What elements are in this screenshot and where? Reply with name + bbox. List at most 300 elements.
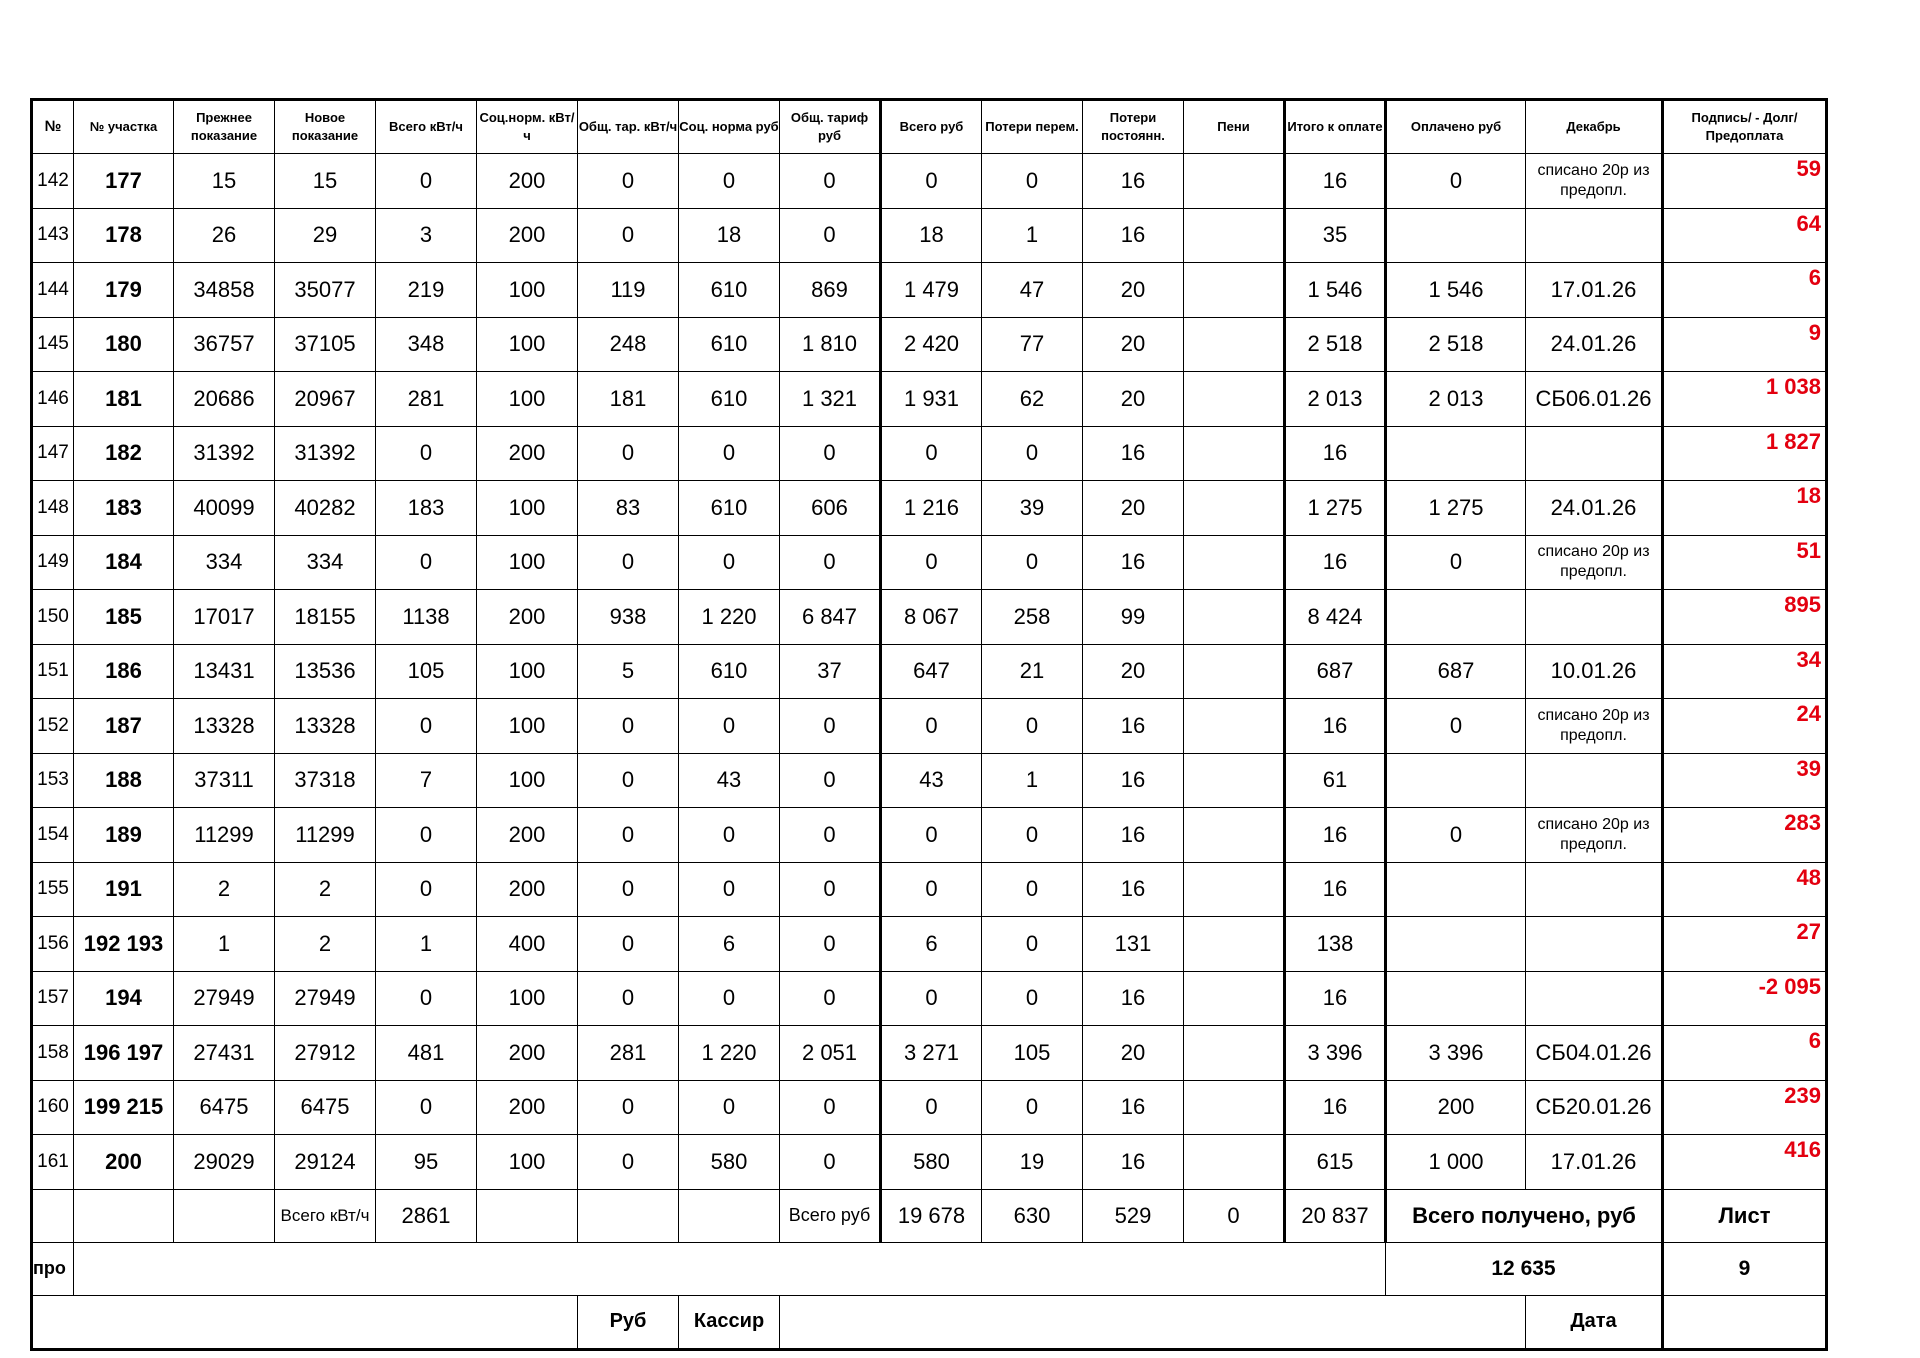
cell-gen-tariff-kwh: 0 <box>578 535 679 590</box>
cell-plot-number: 192 193 <box>74 917 174 972</box>
cell-plot-number: 177 <box>74 154 174 209</box>
cell-row-number: 153 <box>32 753 74 808</box>
cell-payment-note: СБ04.01.26 <box>1526 1026 1663 1081</box>
cell-row-number: 149 <box>32 535 74 590</box>
cell-to-pay: 16 <box>1285 971 1386 1026</box>
cell-gen-tariff-kwh: 0 <box>578 208 679 263</box>
cell-loss-variable: 1 <box>982 753 1083 808</box>
cell-plot-number: 199 215 <box>74 1080 174 1135</box>
cell-to-pay: 61 <box>1285 753 1386 808</box>
cell-total-kwh: 95 <box>376 1135 477 1190</box>
cell-payment-note: 10.01.26 <box>1526 644 1663 699</box>
cell-loss-variable: 0 <box>982 154 1083 209</box>
header-new-reading: Новое показание <box>275 100 376 154</box>
billing-table <box>30 98 1828 1351</box>
cell-payment-note: списано 20р из предопл. <box>1526 808 1663 863</box>
cell-soc-norm-kwh: 200 <box>477 590 578 645</box>
cell-penalty <box>1184 699 1285 754</box>
cell-soc-norm-kwh: 200 <box>477 208 578 263</box>
table-row <box>32 1026 1827 1081</box>
cell-penalty <box>1184 1026 1285 1081</box>
cell-soc-norm-kwh: 100 <box>477 372 578 427</box>
totals-empty-cell <box>679 1189 780 1242</box>
cell-row-number: 146 <box>32 372 74 427</box>
cell-to-pay: 8 424 <box>1285 590 1386 645</box>
header-soc-norm-rub: Соц. норма руб <box>679 100 780 154</box>
cell-total-rub: 1 216 <box>881 481 982 536</box>
sign-row-empty <box>32 1295 578 1349</box>
cell-gen-tariff-kwh: 0 <box>578 154 679 209</box>
cell-debt-prepay: 24 <box>1663 699 1827 754</box>
prev-row <box>32 1242 1827 1295</box>
totals-received-label: Всего получено, руб <box>1386 1189 1663 1242</box>
cell-gen-tariff-rub: 37 <box>780 644 881 699</box>
table-row <box>32 590 1827 645</box>
cell-payment-note: 17.01.26 <box>1526 1135 1663 1190</box>
cell-gen-tariff-kwh: 0 <box>578 862 679 917</box>
cell-row-number: 151 <box>32 644 74 699</box>
cell-soc-norm-rub: 0 <box>679 535 780 590</box>
header-total-kwh: Всего кВт/ч <box>376 100 477 154</box>
cell-to-pay: 2 013 <box>1285 372 1386 427</box>
table-row <box>32 917 1827 972</box>
cell-prev-reading: 20686 <box>174 372 275 427</box>
cell-total-kwh: 481 <box>376 1026 477 1081</box>
cell-to-pay: 16 <box>1285 535 1386 590</box>
table-row <box>32 644 1827 699</box>
cell-new-reading: 31392 <box>275 426 376 481</box>
cell-soc-norm-kwh: 100 <box>477 699 578 754</box>
cell-to-pay: 1 275 <box>1285 481 1386 536</box>
cell-prev-reading: 31392 <box>174 426 275 481</box>
cell-payment-note: СБ20.01.26 <box>1526 1080 1663 1135</box>
cell-new-reading: 13536 <box>275 644 376 699</box>
totals-empty-cell <box>578 1189 679 1242</box>
cell-soc-norm-kwh: 200 <box>477 862 578 917</box>
cell-to-pay: 615 <box>1285 1135 1386 1190</box>
cell-total-kwh: 0 <box>376 971 477 1026</box>
header-penalty: Пени <box>1184 100 1285 154</box>
cell-new-reading: 27912 <box>275 1026 376 1081</box>
cell-soc-norm-kwh: 100 <box>477 481 578 536</box>
cell-gen-tariff-kwh: 0 <box>578 1080 679 1135</box>
cell-payment-note: 24.01.26 <box>1526 317 1663 372</box>
sheet-label: Лист <box>1663 1189 1827 1242</box>
cell-new-reading: 20967 <box>275 372 376 427</box>
cell-plot-number: 183 <box>74 481 174 536</box>
cell-debt-prepay: 39 <box>1663 753 1827 808</box>
table-row <box>32 1135 1827 1190</box>
totals-empty-cell <box>477 1189 578 1242</box>
cell-loss-constant: 16 <box>1083 154 1184 209</box>
cell-total-kwh: 0 <box>376 1080 477 1135</box>
cell-gen-tariff-rub: 0 <box>780 862 881 917</box>
cell-row-number: 154 <box>32 808 74 863</box>
cell-paid: 687 <box>1386 644 1526 699</box>
cell-paid: 1 000 <box>1386 1135 1526 1190</box>
cell-loss-constant: 20 <box>1083 644 1184 699</box>
cell-penalty <box>1184 317 1285 372</box>
cell-loss-variable: 0 <box>982 971 1083 1026</box>
cell-plot-number: 186 <box>74 644 174 699</box>
cell-prev-reading: 27949 <box>174 971 275 1026</box>
cell-prev-reading: 37311 <box>174 753 275 808</box>
date-field <box>1663 1295 1827 1349</box>
cell-loss-constant: 16 <box>1083 426 1184 481</box>
cell-penalty <box>1184 808 1285 863</box>
cell-paid <box>1386 590 1526 645</box>
cell-to-pay: 16 <box>1285 426 1386 481</box>
cell-payment-note <box>1526 426 1663 481</box>
cell-row-number: 158 <box>32 1026 74 1081</box>
totals-empty-cell <box>174 1189 275 1242</box>
cell-gen-tariff-rub: 0 <box>780 699 881 754</box>
cell-row-number: 161 <box>32 1135 74 1190</box>
cell-new-reading: 40282 <box>275 481 376 536</box>
cell-total-kwh: 183 <box>376 481 477 536</box>
cell-gen-tariff-kwh: 83 <box>578 481 679 536</box>
cell-payment-note <box>1526 753 1663 808</box>
cell-soc-norm-rub: 0 <box>679 1080 780 1135</box>
cell-total-kwh: 219 <box>376 263 477 318</box>
table-row <box>32 971 1827 1026</box>
cell-gen-tariff-rub: 1 810 <box>780 317 881 372</box>
cell-total-kwh: 0 <box>376 426 477 481</box>
table-row <box>32 481 1827 536</box>
cell-soc-norm-kwh: 200 <box>477 1080 578 1135</box>
cell-loss-variable: 0 <box>982 1080 1083 1135</box>
table-header <box>32 100 1827 154</box>
cell-gen-tariff-rub: 0 <box>780 208 881 263</box>
table-body <box>32 154 1827 1190</box>
cell-new-reading: 334 <box>275 535 376 590</box>
cell-soc-norm-rub: 0 <box>679 862 780 917</box>
cell-debt-prepay: 64 <box>1663 208 1827 263</box>
cell-total-rub: 0 <box>881 1080 982 1135</box>
header-gen-tariff-kwh: Общ. тар. кВт/ч <box>578 100 679 154</box>
cell-total-kwh: 0 <box>376 862 477 917</box>
cell-soc-norm-rub: 6 <box>679 917 780 972</box>
header-soc-norm-kwh: Соц.норм. кВт/ч <box>477 100 578 154</box>
cell-loss-variable: 105 <box>982 1026 1083 1081</box>
cell-debt-prepay: 239 <box>1663 1080 1827 1135</box>
cell-soc-norm-kwh: 100 <box>477 644 578 699</box>
cell-penalty <box>1184 1080 1285 1135</box>
cell-total-rub: 0 <box>881 535 982 590</box>
cell-loss-variable: 258 <box>982 590 1083 645</box>
cell-plot-number: 179 <box>74 263 174 318</box>
cell-payment-note: списано 20р из предопл. <box>1526 154 1663 209</box>
cell-payment-note <box>1526 590 1663 645</box>
cell-gen-tariff-kwh: 119 <box>578 263 679 318</box>
cell-debt-prepay: 34 <box>1663 644 1827 699</box>
cell-total-rub: 580 <box>881 1135 982 1190</box>
cell-paid <box>1386 208 1526 263</box>
cell-paid <box>1386 971 1526 1026</box>
totals-row <box>32 1189 1827 1242</box>
cell-debt-prepay: -2 095 <box>1663 971 1827 1026</box>
prev-row-label: про <box>32 1242 74 1295</box>
cell-loss-variable: 21 <box>982 644 1083 699</box>
header-num: № <box>32 100 74 154</box>
cell-new-reading: 11299 <box>275 808 376 863</box>
cell-row-number: 150 <box>32 590 74 645</box>
cell-new-reading: 6475 <box>275 1080 376 1135</box>
table-footer <box>32 1189 1827 1349</box>
cell-debt-prepay: 51 <box>1663 535 1827 590</box>
header-total-rub: Всего руб <box>881 100 982 154</box>
table-row <box>32 208 1827 263</box>
cell-to-pay: 35 <box>1285 208 1386 263</box>
cell-loss-variable: 0 <box>982 862 1083 917</box>
cell-plot-number: 189 <box>74 808 174 863</box>
cell-penalty <box>1184 753 1285 808</box>
cell-to-pay: 16 <box>1285 1080 1386 1135</box>
cell-new-reading: 37105 <box>275 317 376 372</box>
cell-paid <box>1386 917 1526 972</box>
header-gen-tariff-rub: Общ. тариф руб <box>780 100 881 154</box>
cell-paid <box>1386 862 1526 917</box>
cell-debt-prepay: 6 <box>1663 263 1827 318</box>
cell-total-kwh: 0 <box>376 808 477 863</box>
cashier-signature-field <box>780 1295 1526 1349</box>
cell-loss-constant: 20 <box>1083 263 1184 318</box>
cell-plot-number: 182 <box>74 426 174 481</box>
cell-total-rub: 18 <box>881 208 982 263</box>
cell-plot-number: 187 <box>74 699 174 754</box>
cell-row-number: 143 <box>32 208 74 263</box>
cell-penalty <box>1184 426 1285 481</box>
totals-kwh-label: Всего кВт/ч <box>275 1189 376 1242</box>
cell-penalty <box>1184 644 1285 699</box>
totals-loss-constant: 529 <box>1083 1189 1184 1242</box>
cell-paid <box>1386 426 1526 481</box>
cell-row-number: 160 <box>32 1080 74 1135</box>
cell-row-number: 145 <box>32 317 74 372</box>
cell-loss-variable: 0 <box>982 808 1083 863</box>
table-row <box>32 154 1827 209</box>
cell-new-reading: 29 <box>275 208 376 263</box>
cell-row-number: 142 <box>32 154 74 209</box>
cell-payment-note <box>1526 862 1663 917</box>
cell-gen-tariff-rub: 0 <box>780 808 881 863</box>
cell-soc-norm-kwh: 200 <box>477 1026 578 1081</box>
cell-new-reading: 15 <box>275 154 376 209</box>
cell-debt-prepay: 48 <box>1663 862 1827 917</box>
cell-gen-tariff-rub: 0 <box>780 971 881 1026</box>
cell-plot-number: 181 <box>74 372 174 427</box>
cell-debt-prepay: 27 <box>1663 917 1827 972</box>
cell-gen-tariff-rub: 6 847 <box>780 590 881 645</box>
cell-total-kwh: 3 <box>376 208 477 263</box>
cell-gen-tariff-kwh: 0 <box>578 426 679 481</box>
cell-total-rub: 0 <box>881 971 982 1026</box>
header-plot: № участка <box>74 100 174 154</box>
cell-to-pay: 16 <box>1285 808 1386 863</box>
cell-plot-number: 184 <box>74 535 174 590</box>
cell-paid: 200 <box>1386 1080 1526 1135</box>
cell-total-rub: 0 <box>881 699 982 754</box>
cell-total-rub: 1 479 <box>881 263 982 318</box>
cell-debt-prepay: 59 <box>1663 154 1827 209</box>
cell-gen-tariff-rub: 0 <box>780 917 881 972</box>
cell-total-kwh: 1 <box>376 917 477 972</box>
totals-loss-variable: 630 <box>982 1189 1083 1242</box>
cell-payment-note: списано 20р из предопл. <box>1526 699 1663 754</box>
cell-prev-reading: 13328 <box>174 699 275 754</box>
cell-total-rub: 0 <box>881 862 982 917</box>
prev-row-empty <box>74 1242 1386 1295</box>
cell-soc-norm-rub: 610 <box>679 644 780 699</box>
cell-penalty <box>1184 263 1285 318</box>
cell-to-pay: 2 518 <box>1285 317 1386 372</box>
cell-loss-variable: 0 <box>982 699 1083 754</box>
header-month: Декабрь <box>1526 100 1663 154</box>
cell-total-kwh: 281 <box>376 372 477 427</box>
cell-new-reading: 18155 <box>275 590 376 645</box>
cell-prev-reading: 29029 <box>174 1135 275 1190</box>
cell-payment-note <box>1526 208 1663 263</box>
cell-prev-reading: 27431 <box>174 1026 275 1081</box>
cell-total-rub: 647 <box>881 644 982 699</box>
cell-soc-norm-rub: 610 <box>679 481 780 536</box>
cell-prev-reading: 334 <box>174 535 275 590</box>
totals-kwh-value: 2861 <box>376 1189 477 1242</box>
table-row <box>32 699 1827 754</box>
cell-prev-reading: 6475 <box>174 1080 275 1135</box>
cell-loss-variable: 62 <box>982 372 1083 427</box>
cell-penalty <box>1184 372 1285 427</box>
cell-soc-norm-kwh: 100 <box>477 317 578 372</box>
cell-loss-constant: 16 <box>1083 535 1184 590</box>
cell-debt-prepay: 895 <box>1663 590 1827 645</box>
cell-gen-tariff-kwh: 0 <box>578 1135 679 1190</box>
cell-penalty <box>1184 535 1285 590</box>
cell-loss-constant: 16 <box>1083 1135 1184 1190</box>
cell-soc-norm-rub: 1 220 <box>679 590 780 645</box>
cell-row-number: 147 <box>32 426 74 481</box>
cell-total-rub: 2 420 <box>881 317 982 372</box>
cell-total-kwh: 105 <box>376 644 477 699</box>
cell-row-number: 152 <box>32 699 74 754</box>
cell-payment-note: 24.01.26 <box>1526 481 1663 536</box>
cell-new-reading: 13328 <box>275 699 376 754</box>
cell-paid: 1 275 <box>1386 481 1526 536</box>
cell-soc-norm-rub: 43 <box>679 753 780 808</box>
cell-gen-tariff-kwh: 0 <box>578 808 679 863</box>
cell-gen-tariff-kwh: 181 <box>578 372 679 427</box>
table-row <box>32 426 1827 481</box>
table-row <box>32 263 1827 318</box>
cell-prev-reading: 36757 <box>174 317 275 372</box>
cell-loss-constant: 20 <box>1083 317 1184 372</box>
cell-soc-norm-rub: 580 <box>679 1135 780 1190</box>
cell-debt-prepay: 416 <box>1663 1135 1827 1190</box>
cell-paid: 0 <box>1386 535 1526 590</box>
cell-soc-norm-rub: 610 <box>679 317 780 372</box>
cell-prev-reading: 15 <box>174 154 275 209</box>
cell-soc-norm-kwh: 100 <box>477 535 578 590</box>
cell-penalty <box>1184 971 1285 1026</box>
header-to-pay: Итого к оплате <box>1285 100 1386 154</box>
cell-loss-constant: 16 <box>1083 208 1184 263</box>
cell-loss-variable: 1 <box>982 208 1083 263</box>
cell-gen-tariff-rub: 0 <box>780 753 881 808</box>
cell-penalty <box>1184 1135 1285 1190</box>
cell-loss-variable: 77 <box>982 317 1083 372</box>
cell-penalty <box>1184 590 1285 645</box>
totals-rub-label: Всего руб <box>780 1189 881 1242</box>
cell-prev-reading: 2 <box>174 862 275 917</box>
cell-soc-norm-kwh: 200 <box>477 808 578 863</box>
cell-plot-number: 191 <box>74 862 174 917</box>
cell-soc-norm-rub: 0 <box>679 699 780 754</box>
table-row <box>32 862 1827 917</box>
cell-gen-tariff-kwh: 0 <box>578 753 679 808</box>
cell-debt-prepay: 1 038 <box>1663 372 1827 427</box>
cell-total-rub: 1 931 <box>881 372 982 427</box>
cell-total-rub: 43 <box>881 753 982 808</box>
cell-payment-note <box>1526 917 1663 972</box>
cell-penalty <box>1184 481 1285 536</box>
cell-row-number: 157 <box>32 971 74 1026</box>
cell-gen-tariff-rub: 869 <box>780 263 881 318</box>
cell-soc-norm-kwh: 200 <box>477 426 578 481</box>
cell-loss-constant: 20 <box>1083 372 1184 427</box>
header-paid: Оплачено руб <box>1386 100 1526 154</box>
cell-to-pay: 1 546 <box>1285 263 1386 318</box>
cell-loss-variable: 0 <box>982 917 1083 972</box>
cell-loss-variable: 19 <box>982 1135 1083 1190</box>
cell-gen-tariff-rub: 1 321 <box>780 372 881 427</box>
cell-plot-number: 200 <box>74 1135 174 1190</box>
cell-loss-variable: 0 <box>982 535 1083 590</box>
cell-gen-tariff-kwh: 0 <box>578 971 679 1026</box>
cell-total-rub: 8 067 <box>881 590 982 645</box>
cell-total-kwh: 0 <box>376 699 477 754</box>
cell-total-rub: 0 <box>881 154 982 209</box>
header-prev-reading: Прежнее показание <box>174 100 275 154</box>
table-row <box>32 753 1827 808</box>
cell-gen-tariff-kwh: 281 <box>578 1026 679 1081</box>
cell-soc-norm-kwh: 200 <box>477 154 578 209</box>
cell-paid: 2 518 <box>1386 317 1526 372</box>
sheet-number: 9 <box>1663 1242 1827 1295</box>
cell-new-reading: 29124 <box>275 1135 376 1190</box>
cell-gen-tariff-rub: 606 <box>780 481 881 536</box>
cell-soc-norm-rub: 0 <box>679 971 780 1026</box>
cell-soc-norm-kwh: 100 <box>477 753 578 808</box>
header-signature: Подпись/ - Долг/Предоплата <box>1663 100 1827 154</box>
cell-plot-number: 178 <box>74 208 174 263</box>
cell-payment-note: СБ06.01.26 <box>1526 372 1663 427</box>
table-row <box>32 1080 1827 1135</box>
cell-new-reading: 37318 <box>275 753 376 808</box>
cell-payment-note: списано 20р из предопл. <box>1526 535 1663 590</box>
cell-paid: 0 <box>1386 699 1526 754</box>
cell-debt-prepay: 6 <box>1663 1026 1827 1081</box>
cell-plot-number: 194 <box>74 971 174 1026</box>
cell-total-rub: 6 <box>881 917 982 972</box>
received-total: 12 635 <box>1386 1242 1663 1295</box>
cell-total-kwh: 0 <box>376 154 477 209</box>
cell-gen-tariff-kwh: 0 <box>578 699 679 754</box>
cell-gen-tariff-kwh: 938 <box>578 590 679 645</box>
table-row <box>32 372 1827 427</box>
cell-total-kwh: 7 <box>376 753 477 808</box>
cell-new-reading: 2 <box>275 917 376 972</box>
cell-soc-norm-rub: 610 <box>679 263 780 318</box>
